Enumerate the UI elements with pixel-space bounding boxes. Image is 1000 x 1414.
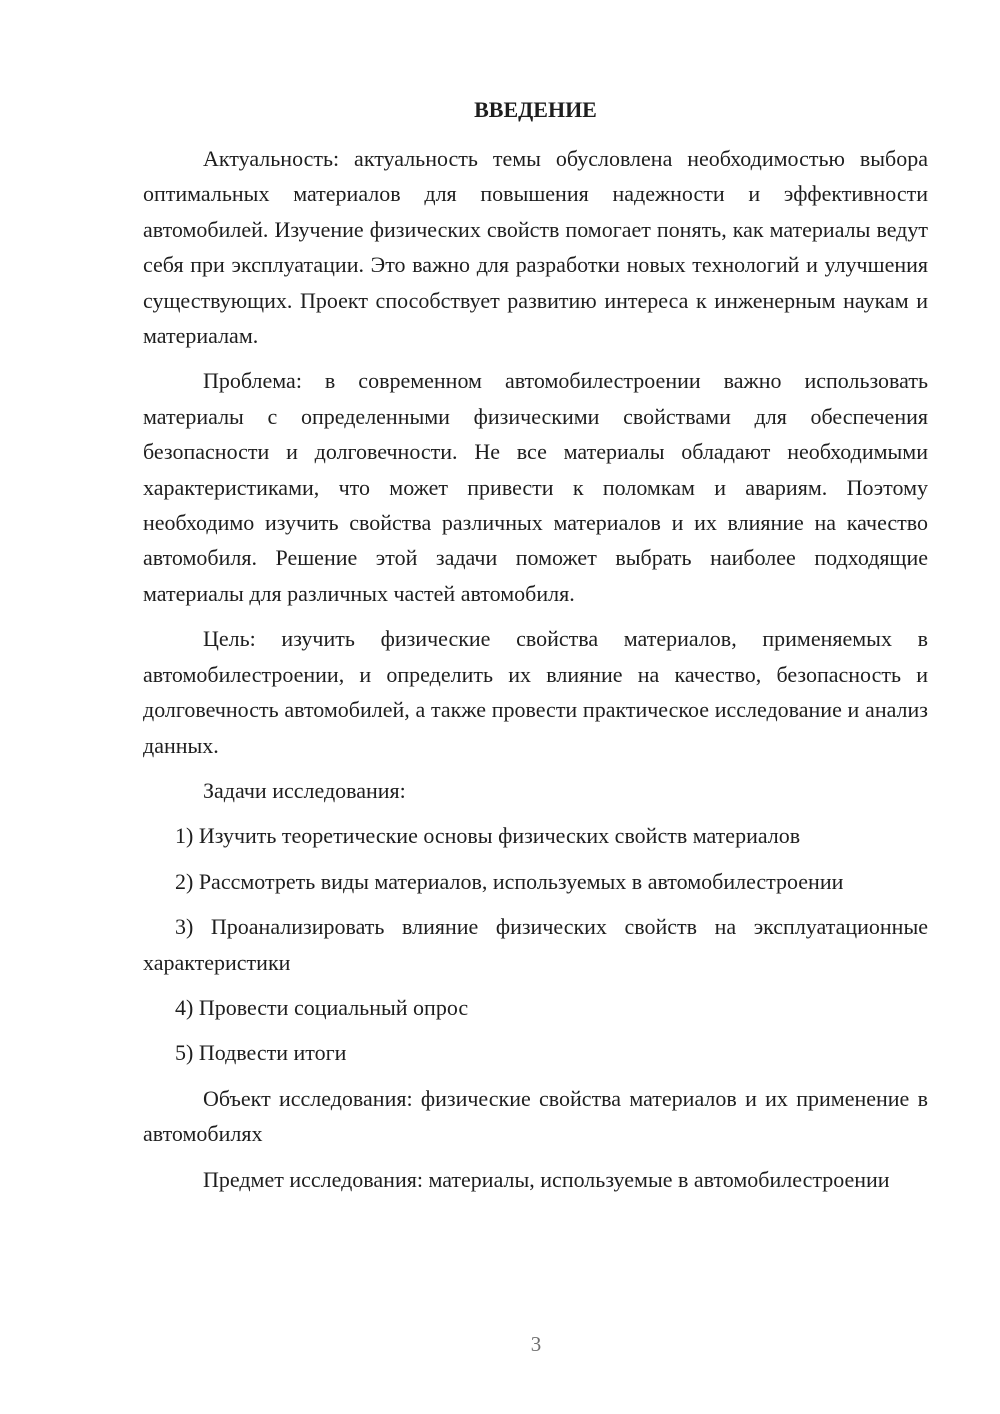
task-item-4: 4) Провести социальный опрос bbox=[175, 994, 469, 1020]
paragraph-problem: Проблема: в современном автомобилестроении важно использовать материалы с определенными физическими свойствами для обеспечения безопасности и долговечности. Не все материалы обладают необходимыми характеристиками, что может привести к поломкам и авариям. Поэтому необходимо изучить свойства различных материалов и их влияние на качество автомобиля. Решение этой задачи поможет выбрать наиболее подходящие материалы для различных частей автомобиля. bbox=[143, 368, 928, 606]
document-page bbox=[143, 92, 928, 1207]
paragraph-object: Объект исследования: физические свойства материалов и их применение в автомобилях bbox=[143, 1085, 928, 1147]
paragraph-subject: Предмет исследования: материалы, используемые в автомобилестроении bbox=[203, 1166, 890, 1192]
page-title: ВВЕДЕНИЕ bbox=[474, 97, 597, 122]
tasks-heading: Задачи исследования: bbox=[203, 777, 406, 803]
task-item-1: 1) Изучить теоретические основы физических свойств материалов bbox=[175, 823, 801, 849]
paragraph-goal: Цель: изучить физические свойства материалов, применяемых в автомобилестроении, и определить их влияние на качество, безопасность и долговечность автомобилей, а также провести практическое исследование и анализ данных. bbox=[143, 626, 928, 758]
task-item-3: 3) Проанализировать влияние физических свойств на эксплуатационные характеристики bbox=[143, 914, 928, 975]
paragraph-relevance: Актуальность: актуальность темы обусловлена необходимостью выбора оптимальных материалов для повышения надежности и эффективности автомобилей. Изучение физических свойств помогает понять, как материалы ведут себя при эксплуатации. Это важно для разработки новых технологий и улучшения существующих. Проект способствует развитию интереса к инженерным наукам и материалам. bbox=[143, 146, 928, 349]
task-item-2: 2) Рассмотреть виды материалов, используемых в автомобилестроении bbox=[175, 868, 844, 894]
page-number: 3 bbox=[530, 1332, 542, 1356]
task-item-5: 5) Подвести итоги bbox=[175, 1040, 347, 1066]
